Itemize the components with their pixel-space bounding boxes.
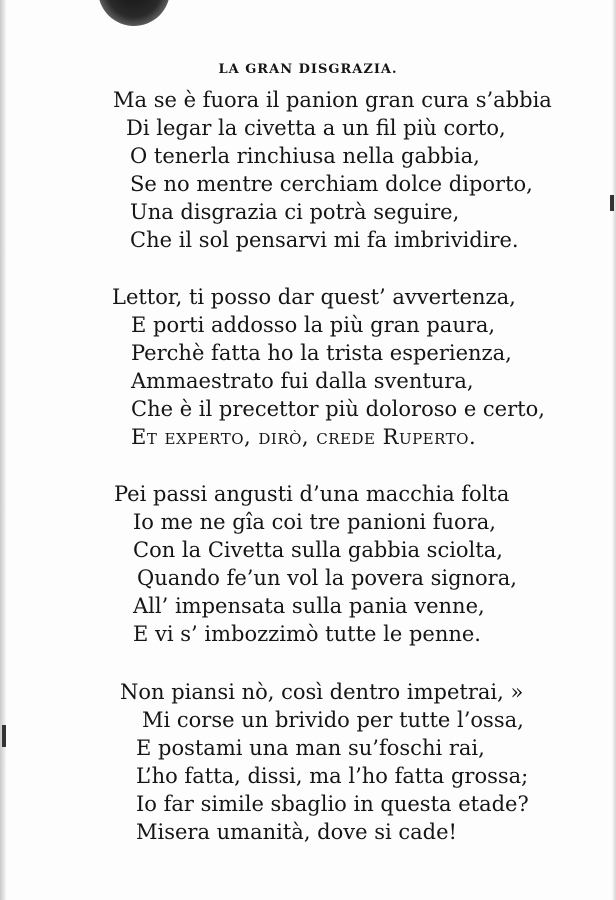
poem-line: Perchè fatta ho la trista esperienza,	[131, 341, 512, 365]
poem-line: Che è il precettor più doloroso e certo,	[131, 397, 545, 421]
poem-line: Misera umanità, dove si cade!	[136, 820, 457, 844]
page-right-edge	[612, 0, 616, 900]
poem-line: O tenerla rinchiusa nella gabbia,	[130, 144, 480, 168]
poem-line: Et experto, dirò, crede Ruperto.	[131, 425, 477, 449]
poem-line: Mi corse un brivido per tutte l’ossa,	[142, 708, 524, 732]
poem-line: Che il sol pensarvi mi fa imbrividire.	[130, 228, 519, 252]
poem-line: Una disgrazia ci potrà seguire,	[130, 200, 460, 224]
poem-line: Lettor, ti posso dar quest’ avvertenza,	[112, 285, 516, 309]
poem-line: Di legar la civetta a un fil più corto,	[126, 116, 506, 140]
scan-shadow	[98, 0, 170, 26]
poem-line: Io me ne gîa coi tre panioni fuora,	[133, 510, 496, 534]
poem-line: Con la Civetta sulla gabbia sciolta,	[133, 538, 503, 562]
poem-line: Se no mentre cerchiam dolce diporto,	[130, 172, 533, 196]
poem-line: Io far simile sbaglio in questa etade?	[136, 792, 529, 816]
poem-line: All’ impensata sulla pania venne,	[133, 594, 485, 618]
poem-line: Ma se è fuora il panion gran cura s’abbia	[113, 88, 552, 112]
poem-line: Pei passi angusti d’una macchia folta	[114, 482, 510, 506]
poem-line: E porti addosso la più gran paura,	[131, 313, 496, 337]
poem-line: L’ho fatta, dissi, ma l’ho fatta grossa;	[136, 764, 529, 788]
poem-line: Non piansi nò, così dentro impetrai, »	[120, 680, 524, 704]
page-left-edge	[0, 0, 6, 900]
edge-mark	[610, 195, 614, 211]
poem-line: Quando fe’un vol la povera signora,	[137, 566, 517, 590]
edge-mark	[2, 725, 6, 747]
poem-line: Ammaestrato fui dalla sventura,	[131, 369, 474, 393]
poem-line: E vi s’ imbozzimò tutte le penne.	[133, 622, 481, 646]
poem-line: E postami una man su’foschi rai,	[136, 736, 485, 760]
page-heading: LA GRAN DISGRAZIA.	[218, 62, 398, 77]
